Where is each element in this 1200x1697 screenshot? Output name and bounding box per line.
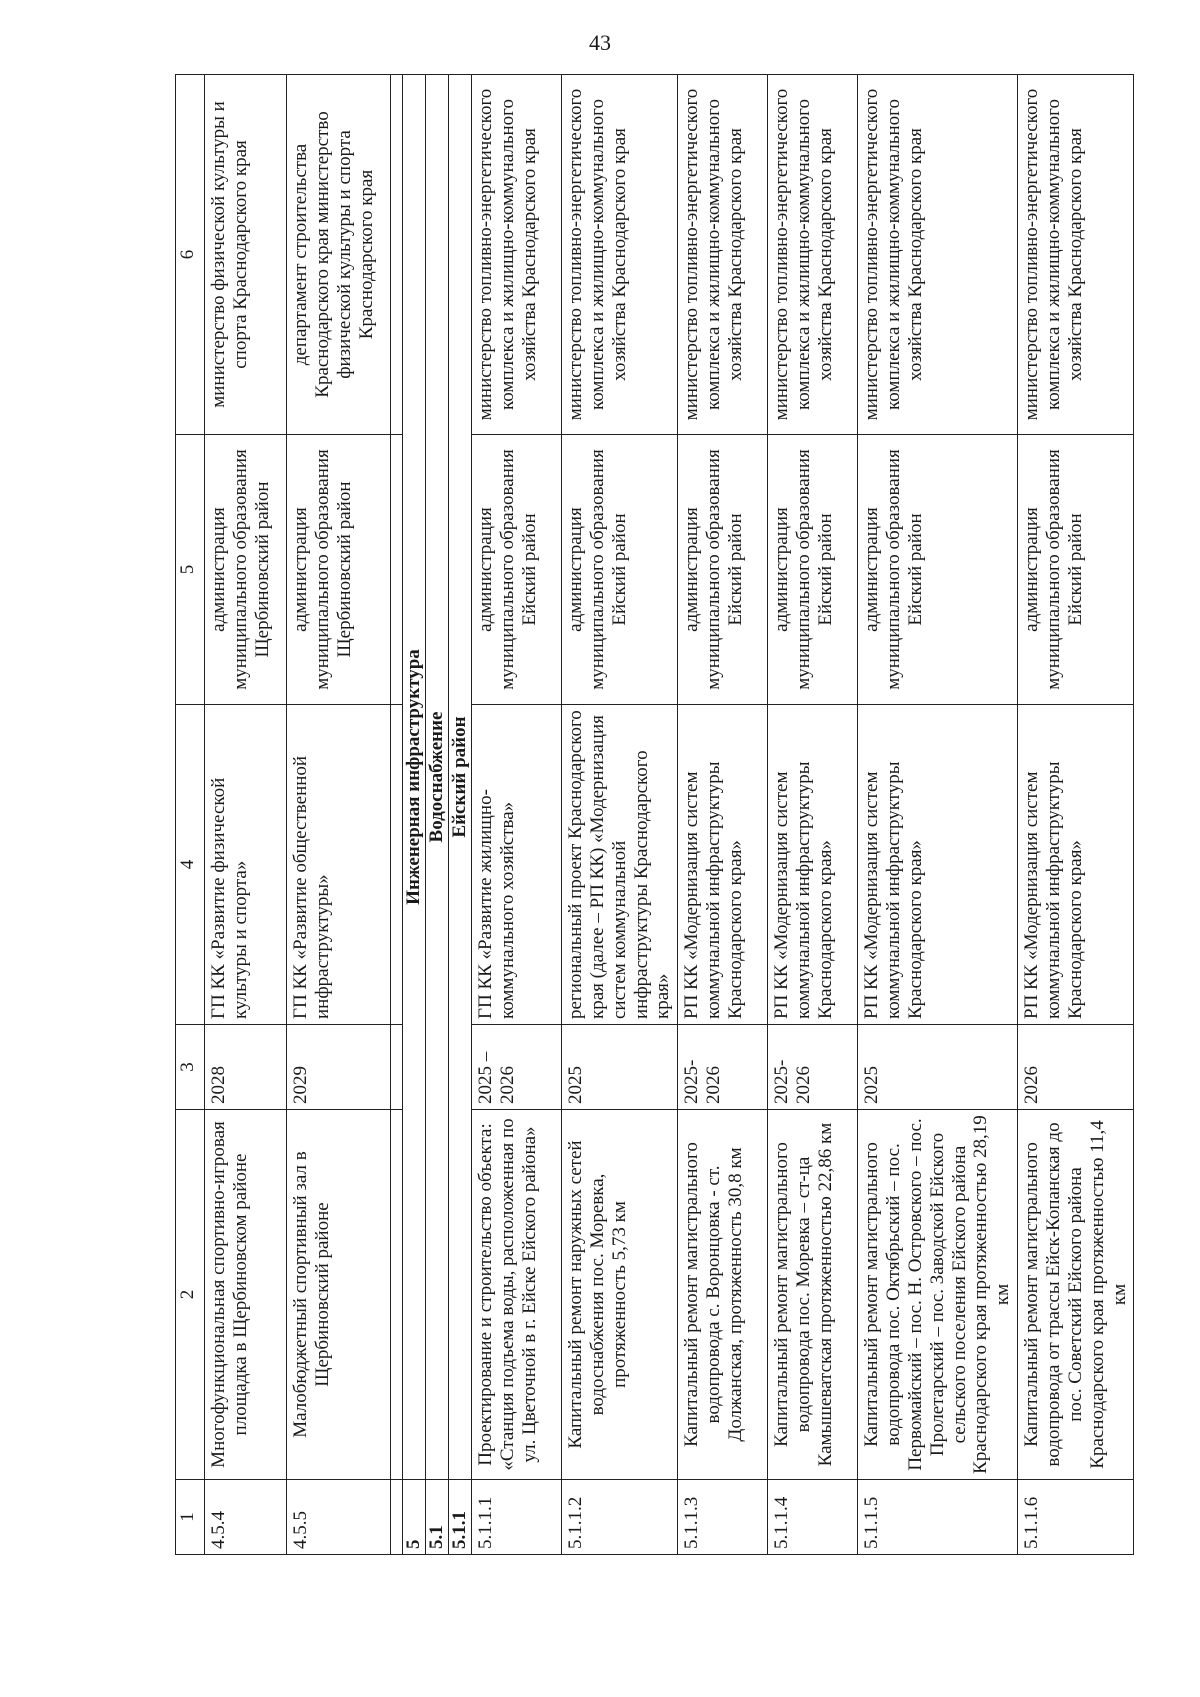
table-container [175, 75, 1175, 1555]
section-title: Инженерная инфраструктура [403, 75, 426, 1480]
page-number: 43 [589, 30, 611, 55]
section-number: 5 [403, 1480, 426, 1555]
object-name: Проектирование и строительство объекта: «Станция подъема воды, расположенная по ул. Цветочной в г. Ейске Ейского района» [472, 1110, 562, 1480]
program-name: РП КК «Модернизация систем коммунальной инфраструктуры Краснодарского края» [1018, 705, 1134, 1025]
implementation-year: 2025 – 2026 [472, 1025, 562, 1110]
section-number: 5.1 [426, 1480, 449, 1555]
section-number: 5.1.1 [449, 1480, 472, 1555]
responsible-ministry: министерство топливно-энергетического комплекса и жилищно-коммунального хозяйства Краснодарского края [1018, 75, 1134, 435]
implementation-year: 2025-2026 [768, 1025, 858, 1110]
table-row [768, 75, 858, 1555]
implementation-year: 2025 [562, 1025, 678, 1110]
header-cell: 1 [176, 1480, 205, 1555]
responsible-ministry: министерство топливно-энергетического комплекса и жилищно-коммунального хозяйства Краснодарского края [768, 75, 858, 435]
header-cell: 2 [176, 1110, 205, 1480]
table-row [858, 75, 1018, 1555]
responsible-admin: администрация муниципального образования Ейский район [678, 435, 768, 705]
table-row [678, 75, 768, 1555]
header-cell: 6 [176, 75, 205, 435]
implementation-year: 2029 [287, 1025, 391, 1110]
section-row [426, 75, 449, 1555]
responsible-admin: администрация муниципального образования Щербиновский район [205, 435, 287, 705]
section-row [403, 75, 426, 1555]
table-header-row [176, 75, 205, 1555]
section-title: Ейский район [449, 75, 472, 1480]
responsible-ministry: министерство топливно-энергетического комплекса и жилищно-коммунального хозяйства Краснодарского края [562, 75, 678, 435]
responsible-admin: администрация муниципального образования Ейский район [858, 435, 1018, 705]
section-row [449, 75, 472, 1555]
row-number: 5.1.1.3 [678, 1480, 768, 1555]
responsible-admin: администрация муниципального образования Ейский район [1018, 435, 1134, 705]
header-cell: 3 [176, 1025, 205, 1110]
measures-table [175, 74, 1134, 1555]
row-number: 4.5.4 [205, 1480, 287, 1555]
responsible-ministry: министерство физической культуры и спорта Краснодарского края [205, 75, 287, 435]
responsible-ministry: департамент строительства Краснодарского края министерство физической культуры и спорта Краснодарского края [287, 75, 391, 435]
responsible-ministry: министерство топливно-энергетического комплекса и жилищно-коммунального хозяйства Краснодарского края [678, 75, 768, 435]
program-name: ГП КК «Развитие жилищно-коммунального хозяйства» [472, 705, 562, 1025]
program-name: РП КК «Модернизация систем коммунальной инфраструктуры Краснодарского края» [768, 705, 858, 1025]
row-number: 5.1.1.6 [1018, 1480, 1134, 1555]
table-row [287, 75, 391, 1555]
object-name: Многофункциональная спортивно-игровая площадка в Щербиновском районе [205, 1110, 287, 1480]
row-number: 5.1.1.5 [858, 1480, 1018, 1555]
program-name: РП КК «Модернизация систем коммунальной инфраструктуры Краснодарского края» [858, 705, 1018, 1025]
object-name: Капитальный ремонт магистрального водопровода пос. Октябрьский – пос. Первомайский – пос. Н. Островского – пос. Пролетарский – пос. Заводской Ейского сельского поселения Ейского района Краснодарского края протяженностью 28,19 км [858, 1110, 1018, 1480]
table-row [472, 75, 562, 1555]
header-cell: 5 [176, 435, 205, 705]
implementation-year: 2028 [205, 1025, 287, 1110]
section-title: Водоснабжение [426, 75, 449, 1480]
implementation-year: 2025 [858, 1025, 1018, 1110]
responsible-admin: администрация муниципального образования Ейский район [562, 435, 678, 705]
object-name: Капитальный ремонт магистрального водопровода с. Воронцовка - ст. Должанская, протяженность 30,8 км [678, 1110, 768, 1480]
program-name: ГП КК «Развитие общественной инфраструктуры» [287, 705, 391, 1025]
responsible-ministry: министерство топливно-энергетического комплекса и жилищно-коммунального хозяйства Краснодарского края [472, 75, 562, 435]
row-number: 4.5.5 [287, 1480, 391, 1555]
implementation-year: 2026 [1018, 1025, 1134, 1110]
program-name: РП КК «Модернизация систем коммунальной инфраструктуры Краснодарского края» [678, 705, 768, 1025]
table-row [1018, 75, 1134, 1555]
row-number: 5.1.1.1 [472, 1480, 562, 1555]
object-name: Капитальный ремонт наружных сетей водоснабжения пос. Моревка, протяженность 5,73 км [562, 1110, 678, 1480]
table-row [205, 75, 287, 1555]
row-number: 5.1.1.2 [562, 1480, 678, 1555]
program-name: ГП КК «Развитие физической культуры и спорта» [205, 705, 287, 1025]
header-cell: 4 [176, 705, 205, 1025]
responsible-admin: администрация муниципального образования Щербиновский район [287, 435, 391, 705]
object-name: Капитальный ремонт магистрального водопровода пос. Моревка – ст-ца Камышеватская протяженностью 22,86 км [768, 1110, 858, 1480]
rotated-table-wrapper [175, 75, 1175, 1555]
object-name: Малобюджетный спортивный зал в Щербиновский районе [287, 1110, 391, 1480]
row-number: 5.1.1.4 [768, 1480, 858, 1555]
table-row [391, 75, 403, 1555]
object-name: Капитальный ремонт магистрального водопровода от трассы Ейск-Копанская до пос. Советский Ейского района Краснодарского края протяженностью 11,4 км [1018, 1110, 1134, 1480]
responsible-ministry: министерство топливно-энергетического комплекса и жилищно-коммунального хозяйства Краснодарского края [858, 75, 1018, 435]
responsible-admin: администрация муниципального образования Ейский район [472, 435, 562, 705]
implementation-year: 2025-2026 [678, 1025, 768, 1110]
table-row [562, 75, 678, 1555]
program-name: региональный проект Краснодарского края (далее – РП КК) «Модернизация систем коммунальной инфраструктуры Краснодарского края» [562, 705, 678, 1025]
responsible-admin: администрация муниципального образования Ейский район [768, 435, 858, 705]
